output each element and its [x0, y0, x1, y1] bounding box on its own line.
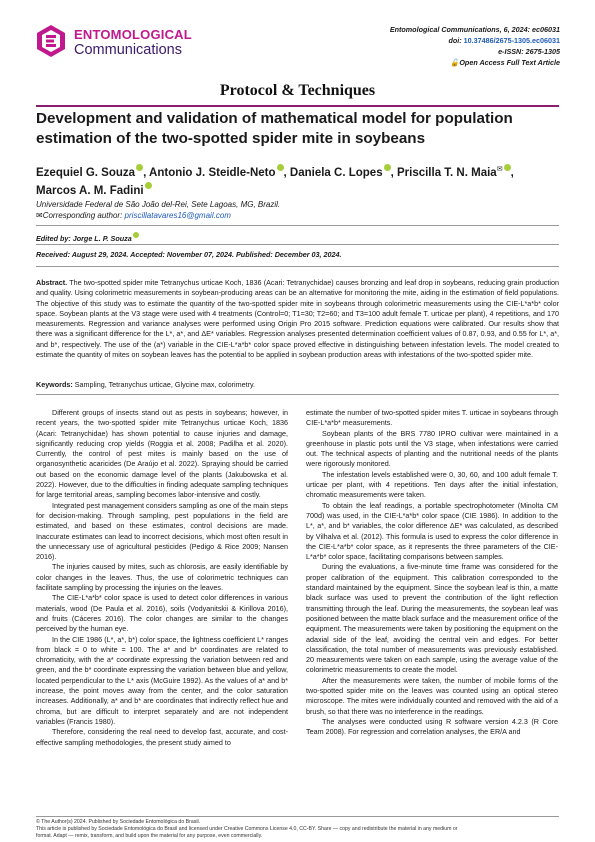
logo-text-line2: Communications	[74, 42, 182, 58]
journal-logo-icon	[36, 24, 66, 58]
abstract-label: Abstract.	[36, 278, 68, 287]
envelope-icon: ✉	[36, 211, 43, 220]
abstract-text: The two-spotted spider mite Tetranychus urticae Koch, 1836 (Acari: Tetranychidae) causes bronzing and leaf drop in soybeans, reducing grain production and quality. Using colorimetric measurements in soybean-producing areas can be an alternative for monitoring the mite, aiding in the estimation of field populations. The objective of this study was to estimate the quantity of the two-spotted spider mite in soybeans through colorimetric measurements using the CIE-L*a*b* color space. Soybean plants at the V3 stage were used with 4 treatments (Control=0; T1=30; T2=60; and T3=100 adult female T. urticae per plant), 4 repetitions, and 170 measurements. Regression and variance analyses were performed using Origin Pro 2015 software. Prediction equations were calibrated. Our results show that there was a significant difference for the L*, a*, and ΔE* variables. Regression analyses presented determination coefficient values of 0.87, 0.93, and 0.55 for L*, a*, and b*, respectively. The use of the (a*) variable in the CIE-L*a*b* color space proved effective in distinguishing between infestation levels. The model created to estimate the quantity of mites on soybean leaves has the potential to be applied in soybean production areas with infestations of the two-spotted spider mite.	[36, 278, 559, 360]
edited-by: Edited by: Jorge L. P. Souza	[36, 232, 139, 243]
footer-divider	[36, 816, 559, 817]
section-divider	[36, 105, 559, 107]
corresponding-label: Corresponding author:	[42, 211, 123, 220]
body-paragraph: During the evaluations, a five-minute time frame was considered for the proper calibration of the equipment. This calibration corresponded to the standard maintained by the equipment. Since the soybean leaf is thin, a matte black surface was used to prevent the contribution of the light reflection transmitting through the leaf. During the measurements, the soybean leaf was positioned between the matte black surface and the measurement orifice of the equipment. The measurements were taken by positioning the equipment on the adaxial side of the leaf, avoiding the central vein and edges. For better classification, the total number of measurements was previously established. 20 measurements were taken on each sample, using the average value of the colorimetric measurements to create the model.	[306, 562, 558, 675]
keywords	[36, 380, 559, 390]
body-paragraph: Soybean plants of the BRS 7780 IPRO cultivar were maintained in a greenhouse in plastic pots until the V3 stage, when infestations were carried out. The technical aspects of planting and the nutritional needs of the plants were rigorously monitored.	[306, 428, 558, 469]
body-column-right	[306, 408, 558, 738]
open-access-label: Open Access Full Text Article	[459, 58, 560, 67]
divider	[36, 225, 559, 226]
open-access-lock-icon: 🔓	[450, 58, 460, 67]
keywords-text: Sampling, Tetranychus urticae, Glycine max, colorimetry.	[74, 380, 256, 389]
body-paragraph: In the CIE 1986 (L*, a*, b*) color space, the lightness coefficient L* ranges from black = 0 to white = 100. The a* and b* coordinates are related to chromaticity, with the a* coordinate expressing the variation between red and green, and the b* coordinate expressing the variation between blue and yellow, located perpendicular to the L* axis (McGuire 1992). As the values of a* and b* increase, the point moves away from the center, and the color saturation increases. Additionally, a* and b* are coordinates that indirectly reflect hue and chroma, but are difficult to interpret separately and are not independent variables (Francis 1980).	[36, 634, 288, 726]
orcid-icon[interactable]	[133, 232, 139, 238]
envelope-icon: ✉	[496, 166, 503, 173]
body-paragraph: The analyses were conducted using R software version 4.2.3 (R Core Team 2008). For regression and correlation analyses, the ER/A and	[306, 716, 558, 737]
abstract	[36, 278, 559, 360]
orcid-icon[interactable]	[504, 164, 511, 171]
author-name: Antonio J. Steidle-Neto	[149, 167, 276, 179]
body-paragraph: estimate the number of two-spotted spider mites T. urticae in soybeans through CIE-L*a*b* measurements.	[306, 408, 558, 428]
body-paragraph: To obtain the leaf readings, a portable spectrophotometer (Minolta CM 700d) was used, in the CIE-L*a*b* color space (CIE 1986). In addition to the L*, a*, and b* variables, the color difference ΔE* was calculated, as described by Vilhalva et al. (2012). This formula is used to express the color difference in the CIE-L*a*b* color space, as it represents the three parameters of the CIE-L*a*b* color space, facilitating comparisons between samples.	[306, 500, 558, 562]
body-paragraph: The CIE-L*a*b* color space is used to detect color differences in various materials, wood (De Paula et al. 2016), soils (Vodyanitskii & Kirillova 2016), and fruits (Cáceres 2016). The color changes are similar to the changes perceived by the human eye.	[36, 593, 288, 634]
affiliation: Universidade Federal de São João del-Rei, Sete Lagoas, MG, Brazil.	[36, 200, 281, 209]
copyright: © The Author(s) 2024. Published by Sociedade Entomológica do Brasil.	[36, 819, 201, 825]
body-paragraph: The infestation levels established were 0, 30, 60, and 100 adult female T. urticae per plant, with 4 repetitions. Ten days after the initial infestation, chromatic measurements were taken.	[306, 469, 558, 500]
orcid-icon[interactable]	[145, 182, 152, 189]
divider	[36, 244, 559, 245]
eissn: e-ISSN: 2675-1305	[498, 47, 560, 56]
affiliation-block	[36, 199, 280, 221]
author-name: Marcos A. M. Fadini	[36, 185, 144, 197]
orcid-icon[interactable]	[136, 164, 143, 171]
doi-label: doi:	[448, 36, 462, 45]
body-paragraph: Therefore, considering the real need to develop fast, accurate, and cost-effective sampling methodologies, the present study aimed to	[36, 727, 288, 747]
body-paragraph: After the measurements were taken, the number of mobile forms of the two-spotted spider mite on the leaves was counted using an optical stereo microscope. The mites were individually counted and removed with the aid of a brush, so that there was no interference in the readings.	[306, 675, 558, 716]
body-paragraph: Different groups of insects stand out as pests in soybeans; however, in recent years, the two-spotted spider mite Tetranychus urticae Koch, 1836 (Acari: Tetranychidae) has shown potential to cause injuries and damage, significantly reducing crop yields (Roggia et al. 2008; Padilha et al. 2020). Currently, the control of pest mites is mainly based on the use of organosynthetic acaricides (De Araújo et al. 2022). Spraying should be carried out based on the economic damage level of the plants (Jakubowska et al. 2022). However, due to the difficulties in finding adequate sampling techniques for large territorial areas, sampling becomes labor-intensive and costly.	[36, 408, 288, 500]
doi-link[interactable]: 10.37486/2675-1305.ec06031	[463, 36, 560, 45]
author-list: Ezequiel G. Souza , Antonio J. Steidle-Neto , Daniela C. Lopes , Priscilla T. N. Maia✉ , Marcos A. M. Fadini	[36, 166, 514, 197]
body-paragraph: Integrated pest management considers sampling as one of the main steps for decision-making. Through sampling, pest populations in the field are estimated, and based on these estimates, control decisions are made. Inaccurate estimates can lead to incorrect decisions, which most often result in the unnecessary use of agricultural pesticides (Pedigo & Rice 2009; Nansen 2016).	[36, 500, 288, 562]
license-line: format. Adapt — remix, transform, and build upon the material for any purpose, even commercially.	[36, 833, 263, 839]
orcid-icon[interactable]	[384, 164, 391, 171]
divider	[36, 394, 559, 395]
orcid-icon[interactable]	[277, 164, 284, 171]
author-name: Priscilla T. N. Maia	[396, 167, 497, 179]
body-paragraph: The injuries caused by mites, such as chlorosis, are easily identifiable by color changes in the leaves. Thus, the use of colorimetric techniques can facilitate sampling by processing the injuries on the leaves.	[36, 562, 288, 593]
divider	[36, 266, 559, 267]
license-line: This article is published by Sociedade Entomológica do Brasil and licensed under Creative Commons License 4.0, CC-BY. Share — copy and redistribute the material in any medium or	[36, 826, 458, 832]
body-column-left	[36, 408, 288, 748]
keywords-label: Keywords:	[36, 380, 73, 389]
footer	[36, 819, 559, 840]
article-meta	[390, 24, 560, 68]
section-heading: Protocol & Techniques	[219, 82, 376, 99]
publication-dates: Received: August 29, 2024. Accepted: November 07, 2024. Published: December 03, 2024.	[36, 250, 342, 259]
article-title: Development and validation of mathematical model for population estimation of the two-spotted spider mite in soybeans	[36, 110, 513, 147]
corresponding-email-link[interactable]: priscillatavares16@gmail.com	[124, 211, 231, 220]
journal-reference: Entomological Communications, 6, 2024: ec06031	[389, 25, 560, 34]
author-name: Ezequiel G. Souza	[36, 167, 136, 179]
author-name: Daniela C. Lopes	[289, 167, 383, 179]
logo-text-line1: ENTOMOLOGICAL	[74, 27, 192, 42]
